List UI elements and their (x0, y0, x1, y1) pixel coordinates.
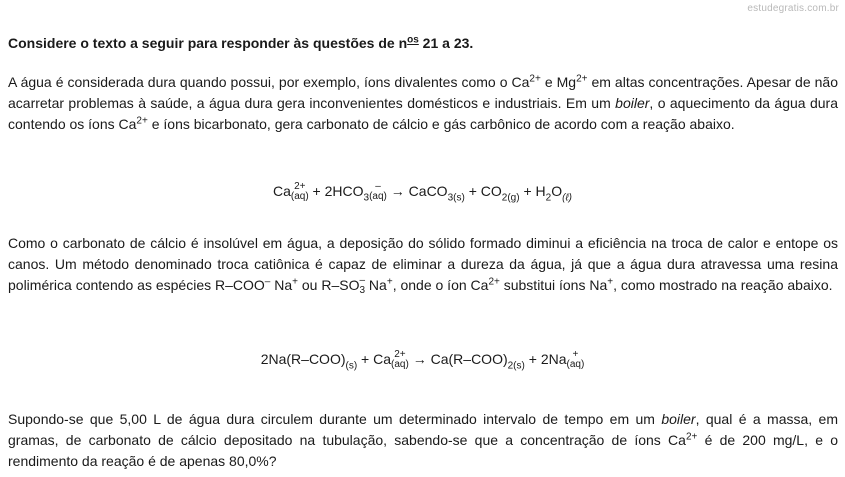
equation-ion-exchange: $2Na(R-COO)_{(s)} + Ca$ 2+ (aq) → $Ca(R-COO)_{2(s)} + 2Na$ + (aq) (260, 349, 585, 372)
intro-paragraph: A água é considerada dura quando possui, por exemplo, íons divalentes como o $Ca^{2+}$ e $Mg^{2+}$ em altas concentrações. Apesar de não acarretar problemas à saúde, a água dura gera inconvenientes domésticos e industriais. Em um boiler, o aquecimento da água dura contendo os íons $Ca^{2+}$ e íons bicarbonato, gera carbonato de cálcio e gás carbônico de acordo com a reação abaixo. (8, 73, 838, 132)
ion-exchange-paragraph: Como o carbonato de cálcio é insolúvel em água, a deposição do sólido formado diminui a eficiência na troca de calor e entope os canos. Um método denominado troca catiônica é capaz de eliminar a dureza da água, já que a água dura atravessa uma resina polimérica contendo as espécies R–COO– Na+ ou R–SO – 3 Na+, onde o íon $Ca^{2+}$ substitui íons Na+, como mostrado na reação abaixo. (8, 235, 838, 296)
equation-calcium-carbonate: Ca 2+ (aq) + $2HCO_3$ – (aq) → CaCO$_{3(s)}$ + $CO_{2(g)} + H_2O_{(\ell)}$ (272, 181, 573, 204)
question-paragraph: Supondo-se que 5,00 L de água dura circulem durante um determinado intervalo de tempo em um boiler, qual é a massa, em gramas, de carbonato de cálcio depositado na tubulação, sabendo-se que a concentração de íons $Ca^{2+}$ é de 200 mg/L, e o rendimento da reação é de apenas 80,0%? (8, 411, 839, 469)
question-heading: Considere o texto a seguir para responder às questões de $n^{os}$ 21 a 23. (8, 34, 474, 51)
site-watermark: estudegratis.com.br (747, 3, 839, 14)
